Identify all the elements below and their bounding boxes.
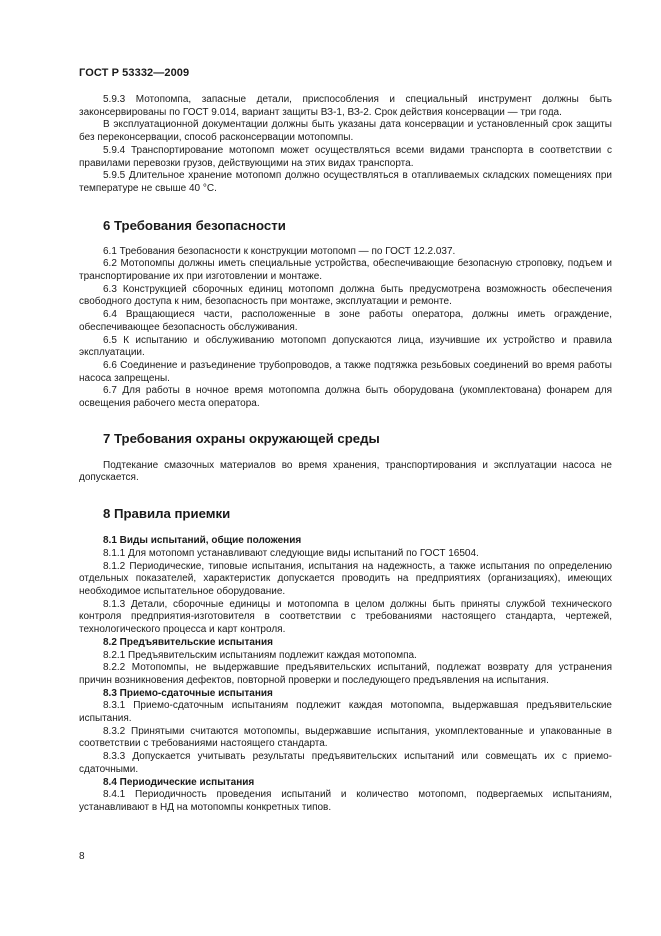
subsection-heading-8-4: 8.4 Периодические испытания [103, 776, 255, 788]
paragraph: 5.9.4 Транспортирование мотопомп может осуществляться всеми видами транспорта в соответствии с правилами перевозки грузов, действующими на этих видах транспорта. [79, 144, 612, 169]
paragraph: В эксплуатационной документации должны быть указаны дата консервации и установленный срок защиты без переконсервации, способ расконсервации мотопомпы. [79, 119, 612, 144]
paragraph: 6.6 Соединение и разъединение трубопроводов, а также подтяжка резьбовых соединений во время работы насоса запрещены. [79, 359, 612, 384]
subsection-heading-8-3: 8.3 Приемо-сдаточные испытания [103, 687, 273, 699]
paragraph: 6.7 Для работы в ночное время мотопомпа должна быть оборудована (укомплектована) фонарем для освещения рабочего места оператора. [79, 385, 612, 410]
paragraph: Подтекание смазочных материалов во время хранения, транспортирования и эксплуатации насоса не допускается. [79, 459, 612, 484]
paragraph: 8.1.3 Детали, сборочные единицы и мотопомпа в целом должны быть приняты службой технического контроля предприятия-изготовителя в соответствии с требованиями настоящего стандарта, чертежей, технологического процесса и карт контроля. [79, 598, 612, 636]
document-header: ГОСТ Р 53332—2009 [79, 67, 190, 79]
paragraph: 5.9.5 Длительное хранение мотопомп должно осуществляться в отапливаемых складских помещениях при температуре не свыше 40 °С. [79, 170, 612, 194]
paragraph: 8.2.2 Мотопомпы, не выдержавшие предъявительских испытаний, подлежат возврату для устранения причин возникновения дефектов, повторной проверки и последующего предъявления на испытания. [79, 662, 612, 686]
paragraph: 8.3.1 Приемо-сдаточным испытаниям подлежит каждая мотопомпа, выдержавшая предъявительские испытания. [79, 700, 612, 725]
paragraph: 6.5 К испытанию и обслуживанию мотопомп допускаются лица, изучившие их устройство и правила эксплуатации. [79, 334, 612, 359]
subsection-heading-8-2: 8.2 Предъявительские испытания [103, 636, 273, 648]
subsection-heading-8-1: 8.1 Виды испытаний, общие положения [103, 535, 302, 547]
paragraph: 6.4 Вращающиеся части, расположенные в зоне работы оператора, должны иметь ограждение, обеспечивающее безопасность обслуживания. [79, 309, 612, 333]
paragraph: 8.4.1 Периодичность проведения испытаний и количество мотопомп, подвергаемых испытаниям, устанавливают в НД на мотопомпы конкретных типов. [79, 789, 612, 813]
paragraph: 6.3 Конструкцией сборочных единиц мотопомп должна быть предусмотрена возможность обеспечения свободного доступа к ним, безопасность при монтаже, эксплуатации и ремонте. [79, 283, 612, 308]
section-heading-6: 6 Требования безопасности [103, 217, 286, 233]
paragraph: 5.9.3 Мотопомпа, запасные детали, приспособления и специальный инструмент должны быть законсервированы по ГОСТ 9.014, вариант защиты ВЗ-1, ВЗ-2. Срок действия консервации — три года. [79, 94, 612, 118]
paragraph: 8.1.2 Периодические, типовые испытания, испытания на надежность, а также испытания по определению отдельных показателей, характеристик допускается проводить на предприятиях (организациях), имеющих необходимое испытательное оборудование. [79, 560, 612, 597]
paragraph: 6.1 Требования безопасности к конструкции мотопомп — по ГОСТ 12.2.037. [103, 245, 456, 257]
page-number: 8 [79, 851, 85, 862]
section-heading-8: 8 Правила приемки [103, 506, 231, 522]
paragraph: 8.1.1 Для мотопомп устанавливают следующие виды испытаний по ГОСТ 16504. [103, 547, 479, 559]
paragraph: 8.3.2 Принятыми считаются мотопомпы, выдержавшие испытания, укомплектованные и упакованные в соответствии с требованиями настоящего стандарта. [79, 725, 612, 750]
document-body [79, 94, 612, 815]
paragraph: 6.2 Мотопомпы должны иметь специальные устройства, обеспечивающие безопасную строповку, подъем и транспортирование их при изготовлении и монтаже. [79, 258, 612, 283]
section-heading-7: 7 Требования охраны окружающей среды [103, 430, 380, 446]
paragraph: 8.2.1 Предъявительским испытаниям подлежит каждая мотопомпа. [103, 649, 417, 661]
paragraph: 8.3.3 Допускается учитывать результаты предъявительских испытаний или совмещать их с приемо-сдаточными. [79, 751, 612, 775]
